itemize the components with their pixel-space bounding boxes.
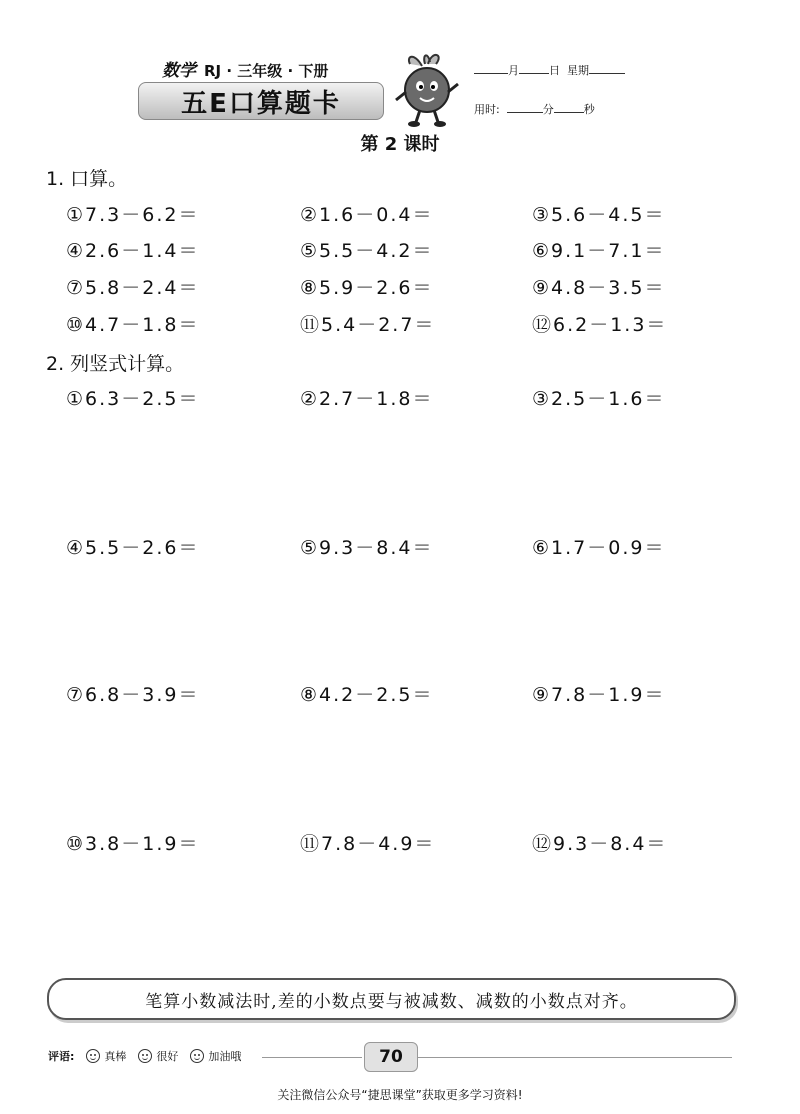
footer-rule-right — [418, 1057, 732, 1058]
minutes-label: 分 — [542, 103, 554, 116]
lesson-title: 第 2 课时 — [360, 134, 440, 155]
subject-line — [162, 56, 328, 81]
weekday-blank[interactable] — [589, 63, 625, 74]
promo-text: 关注微信公众号“捷思课堂”获取更多学习资料! — [277, 1088, 523, 1102]
day-blank[interactable] — [519, 63, 549, 74]
oral-problem-10: ⑩4.7－1.8＝ — [66, 314, 200, 336]
oral-problem-9: ⑨4.8－3.5＝ — [532, 277, 666, 299]
seconds-label: 秒 — [583, 103, 595, 116]
date-line — [474, 62, 625, 78]
time-label: 用时: — [474, 103, 500, 116]
eval-good-label: 很好 — [156, 1050, 179, 1063]
footer-rule-left — [262, 1057, 362, 1058]
section2-title: 2. 列竖式计算。 — [46, 353, 185, 375]
cheer-face-icon[interactable] — [190, 1049, 204, 1063]
oral-problem-7: ⑦5.8－2.4＝ — [66, 277, 200, 299]
oral-problem-2: ②1.6－0.4＝ — [300, 204, 434, 226]
series-label: RJ · 三年级 · 下册 — [204, 62, 329, 80]
seconds-blank[interactable] — [554, 102, 584, 113]
vertical-problem-1: ①6.3－2.5＝ — [66, 388, 200, 410]
vertical-problem-10: ⑩3.8－1.9＝ — [66, 833, 200, 855]
evaluation-label: 评语: — [48, 1050, 75, 1063]
vertical-problem-11: ⑪7.8－4.9＝ — [300, 833, 436, 855]
vertical-problem-7: ⑦6.8－3.9＝ — [66, 684, 200, 706]
minutes-blank[interactable] — [507, 102, 543, 113]
subject-label: 数学 — [162, 61, 196, 81]
vertical-problem-3: ③2.5－1.6＝ — [532, 388, 666, 410]
oral-problem-11: ⑪5.4－2.7＝ — [300, 314, 436, 336]
tip-text: 笔算小数减法时,差的小数点要与被减数、减数的小数点对齐。 — [145, 991, 638, 1012]
tip-box — [47, 978, 736, 1020]
month-label: 月 — [508, 64, 519, 77]
good-face-icon[interactable] — [138, 1049, 152, 1063]
vertical-problem-8: ⑧4.2－2.5＝ — [300, 684, 434, 706]
section1-title: 1. 口算。 — [46, 168, 128, 190]
eval-great-label: 真棒 — [104, 1050, 127, 1063]
page-number: 70 — [364, 1042, 418, 1072]
mascot-icon — [392, 48, 462, 128]
vertical-problem-6: ⑥1.7－0.9＝ — [532, 537, 666, 559]
great-face-icon[interactable] — [86, 1049, 100, 1063]
oral-problem-3: ③5.6－4.5＝ — [532, 204, 666, 226]
eval-cheer-label: 加油哦 — [208, 1050, 242, 1063]
weekday-label: 星期 — [567, 64, 589, 77]
vertical-problem-4: ④5.5－2.6＝ — [66, 537, 200, 559]
month-blank[interactable] — [474, 63, 508, 74]
title-banner — [138, 82, 384, 120]
oral-problem-1: ①7.3－6.2＝ — [66, 204, 200, 226]
oral-problem-12: ⑫6.2－1.3＝ — [532, 314, 668, 336]
oral-problem-6: ⑥9.1－7.1＝ — [532, 240, 666, 262]
oral-problem-4: ④2.6－1.4＝ — [66, 240, 200, 262]
time-line — [474, 101, 595, 117]
banner-title: 五E口算题卡 — [181, 88, 341, 119]
vertical-problem-9: ⑨7.8－1.9＝ — [532, 684, 666, 706]
oral-problem-5: ⑤5.5－4.2＝ — [300, 240, 434, 262]
vertical-problem-2: ②2.7－1.8＝ — [300, 388, 434, 410]
vertical-problem-12: ⑫9.3－8.4＝ — [532, 833, 668, 855]
day-label: 日 — [549, 64, 560, 77]
vertical-problem-5: ⑤9.3－8.4＝ — [300, 537, 434, 559]
evaluation-row — [48, 1048, 241, 1064]
oral-problem-8: ⑧5.9－2.6＝ — [300, 277, 434, 299]
